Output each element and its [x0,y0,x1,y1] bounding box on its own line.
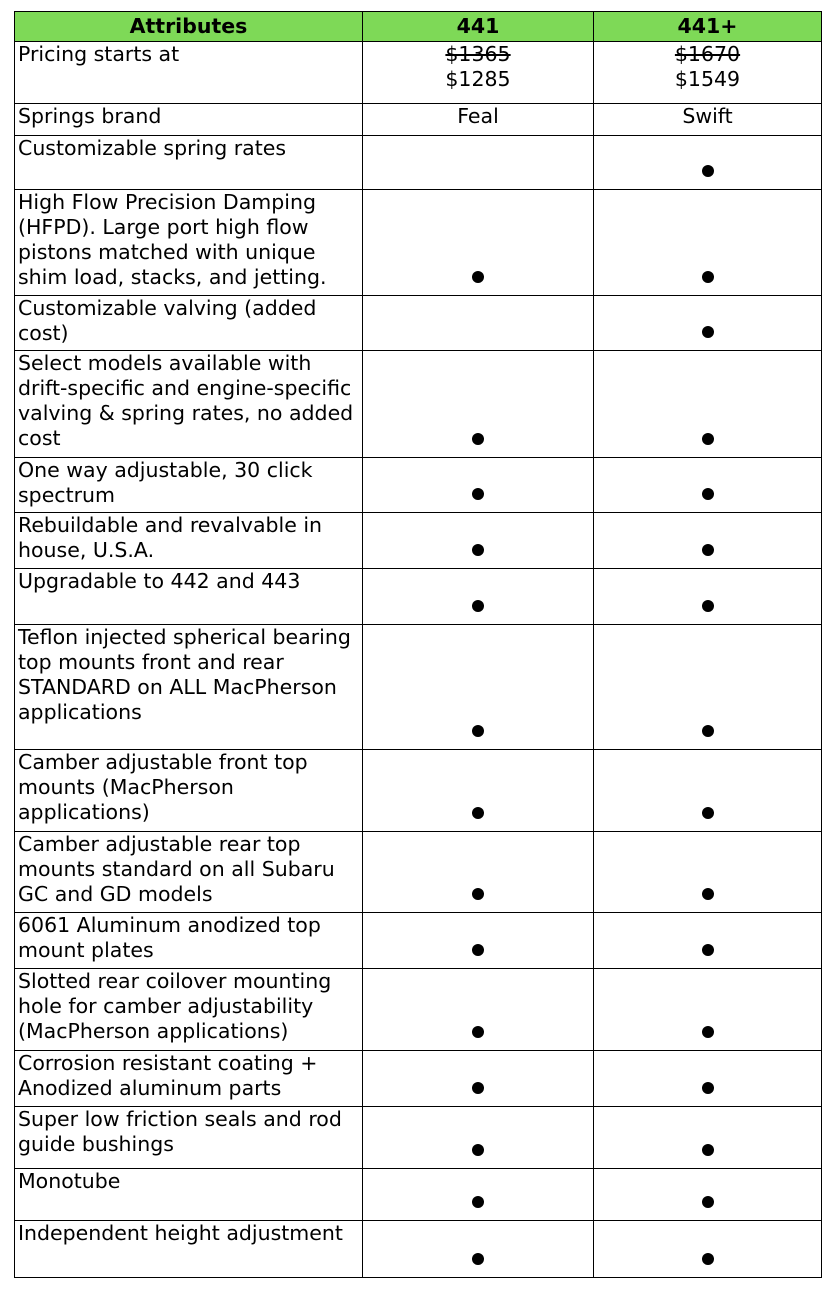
springs-label: Springs brand [15,104,363,136]
table-row [15,1107,822,1169]
feature-label: Independent height adjustment [15,1221,363,1278]
bullet-icon [472,600,484,612]
bullet-icon [472,544,484,556]
bullet-icon [472,1082,484,1094]
cell-441 [363,1221,594,1278]
price-441-plus-new: $1549 [674,67,741,91]
springs-441-plus: Swift [594,104,822,136]
pricing-441-plus [594,42,822,104]
feature-label: 6061 Aluminum anodized top mount plates [15,913,363,969]
cell-441-plus [594,1221,822,1278]
table-row [15,296,822,351]
cell-441 [363,625,594,750]
cell-441-plus [594,1169,822,1221]
header-row [15,12,822,42]
bullet-icon [472,725,484,737]
pricing-441 [363,42,594,104]
springs-441: Feal [363,104,594,136]
cell-441 [363,750,594,832]
bullet-icon [472,1026,484,1038]
feature-label: High Flow Precision Damping (HFPD). Large port high flow pistons matched with unique shim load, stacks, and jetting. [15,190,363,296]
bullet-icon [472,488,484,500]
cell-441 [363,190,594,296]
bullet-icon [702,888,714,900]
cell-441-plus [594,458,822,513]
table-row [15,625,822,750]
cell-441 [363,1051,594,1107]
cell-441-plus [594,913,822,969]
header-441-plus: 441+ [594,12,822,42]
cell-441-plus [594,750,822,832]
bullet-icon [472,1196,484,1208]
price-441-plus-old: $1670 [674,42,741,66]
bullet-icon [472,271,484,283]
cell-441 [363,569,594,625]
table-row [15,969,822,1051]
cell-441 [363,913,594,969]
bullet-icon [472,944,484,956]
cell-441 [363,1169,594,1221]
table-row [15,136,822,190]
bullet-icon [702,271,714,283]
feature-label: Corrosion resistant coating + Anodized aluminum parts [15,1051,363,1107]
price-441-old: $1365 [445,42,511,66]
comparison-table [14,11,822,1278]
table-row [15,1051,822,1107]
bullet-icon [472,1144,484,1156]
feature-label: Rebuildable and revalvable in house, U.S.A. [15,513,363,569]
table-row [15,351,822,458]
feature-label: Camber adjustable rear top mounts standard on all Subaru GC and GD models [15,832,363,913]
feature-label: Teflon injected spherical bearing top mounts front and rear STANDARD on ALL MacPherson applications [15,625,363,750]
bullet-icon [472,888,484,900]
bullet-icon [472,433,484,445]
cell-441 [363,969,594,1051]
cell-441-plus [594,625,822,750]
cell-441-plus [594,296,822,351]
bullet-icon [702,1196,714,1208]
feature-label: Monotube [15,1169,363,1221]
feature-label: Super low friction seals and rod guide bushings [15,1107,363,1169]
cell-441-plus [594,513,822,569]
cell-441 [363,832,594,913]
bullet-icon [702,488,714,500]
bullet-icon [702,326,714,338]
bullet-icon [702,807,714,819]
cell-441-plus [594,136,822,190]
cell-441-plus [594,569,822,625]
bullet-icon [702,433,714,445]
bullet-icon [702,544,714,556]
cell-441-plus [594,1107,822,1169]
pricing-label: Pricing starts at [15,42,363,104]
feature-label: Customizable valving (added cost) [15,296,363,351]
cell-441 [363,136,594,190]
table-row [15,569,822,625]
feature-label: Camber adjustable front top mounts (MacPherson applications) [15,750,363,832]
feature-label: Select models available with drift-specific and engine-specific valving & spring rates, no added cost [15,351,363,458]
springs-row [15,104,822,136]
cell-441-plus [594,1051,822,1107]
table-row [15,1169,822,1221]
table-row [15,513,822,569]
cell-441-plus [594,351,822,458]
bullet-icon [472,1253,484,1265]
header-441: 441 [363,12,594,42]
bullet-icon [472,807,484,819]
feature-label: Slotted rear coilover mounting hole for camber adjustability (MacPherson applications) [15,969,363,1051]
feature-label: Upgradable to 442 and 443 [15,569,363,625]
bullet-icon [702,600,714,612]
cell-441-plus [594,832,822,913]
bullet-icon [702,165,714,177]
bullet-icon [702,1026,714,1038]
cell-441-plus [594,969,822,1051]
price-441-new: $1285 [445,67,511,91]
table-row [15,750,822,832]
cell-441-plus [594,190,822,296]
table-row [15,458,822,513]
cell-441 [363,351,594,458]
cell-441 [363,1107,594,1169]
bullet-icon [702,944,714,956]
table-row [15,913,822,969]
cell-441 [363,513,594,569]
bullet-icon [702,1082,714,1094]
table-row [15,1221,822,1278]
pricing-row [15,42,822,104]
table-row [15,190,822,296]
bullet-icon [702,1253,714,1265]
feature-label: One way adjustable, 30 click spectrum [15,458,363,513]
bullet-icon [702,1144,714,1156]
cell-441 [363,296,594,351]
feature-label: Customizable spring rates [15,136,363,190]
table-row [15,832,822,913]
header-attributes: Attributes [15,12,363,42]
cell-441 [363,458,594,513]
bullet-icon [702,725,714,737]
